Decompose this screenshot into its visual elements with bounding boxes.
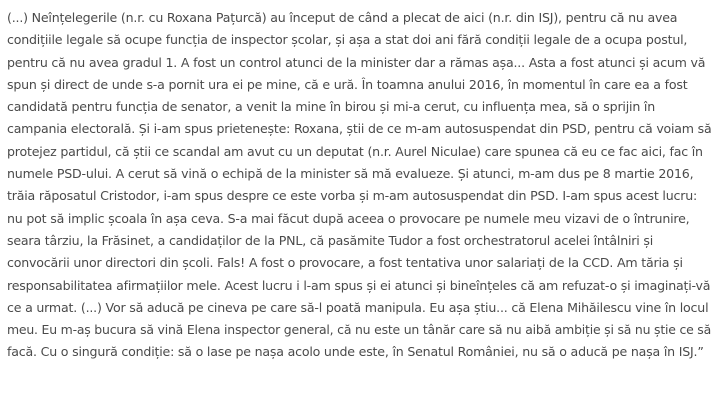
paragraph-line: candidată pentru funcția de senator, a venit la mine în birou și mi-a cerut, cu influența mea, să o sprijin în bbox=[7, 99, 655, 115]
paragraph-line: trăia răposatul Cristodor, i-am spus despre ce este vorba și m-am autosuspendat din PSD. I-am spus acest lucru: bbox=[7, 188, 698, 204]
paragraph-line: seara târziu, la Frăsinet, a candidaților de la PNL, că pasămite Tudor a fost orchestratorul acelei întâlniri și bbox=[7, 232, 654, 248]
paragraph-line: convocării unor directori din școli. Fals! A fost o provocare, a fost tentativa unor salariați de la CCD. Am tăria și bbox=[7, 255, 683, 271]
paragraph-line: campania electorală. Și i-am spus prietenește: Roxana, știi de ce m-am autosuspendat din PSD, pentru că voiam să bbox=[7, 121, 712, 137]
paragraph-line: spun și direct de unde s-a pornit ura ei pe mine, că e ură. În toamna anului 2016, în momentul în care ea a fost bbox=[7, 76, 688, 92]
paragraph-line: protejez partidul, că știi ce scandal am avut cu un deputat (n.r. Aurel Niculae) care spunea că eu ce fac aici, fac în bbox=[7, 143, 703, 159]
paragraph-line: pentru că nu avea gradul 1. A fost un control atunci de la minister dar a rămas așa... Asta a fost atunci și acum vă bbox=[7, 54, 706, 70]
paragraph-line: numele PSD-ului. A cerut să vină o echipă de la minister să mă evalueze. Și atunci, m-am dus pe 8 martie 2016, bbox=[7, 166, 694, 182]
paragraph-line: facă. Cu o singură condiție: să o lase pe nașa acolo unde este, în Senatul României, nu să o aducă pe nașa în ISJ.” bbox=[7, 344, 704, 360]
paragraph-line: responsabilitatea afirmațiilor mele. Acest lucru i l-am spus și ei atunci și bineînțeles că am refuzat-o și imaginați-vă bbox=[7, 277, 711, 293]
paragraph-line: (...) Neînțelegerile (n.r. cu Roxana Pațurcă) au început de când a plecat de aici (n.r. din ISJ), pentru că nu avea bbox=[7, 10, 678, 25]
paragraph-line: meu. Eu m-aș bucura să vină Elena inspector general, că nu este un tânăr care să nu aibă ambiție și să nu știe ce să bbox=[7, 322, 711, 338]
paragraph-line: ce a urmat. (...) Vor să aducă pe cineva pe care să-l poată manipula. Eu așa știu... că Elena Mihăilescu vine în locul bbox=[7, 299, 709, 315]
article-quote-paragraph bbox=[7, 7, 712, 364]
paragraph-line: condițiile legale să ocupe funcția de inspector școlar, și așa a stat doi ani fără condiții legale de a ocupa postul, bbox=[7, 32, 688, 48]
paragraph-line: nu pot să implic școala în așa ceva. S-a mai făcut după aceea o provocare pe numele meu vizavi de o întrunire, bbox=[7, 210, 690, 226]
